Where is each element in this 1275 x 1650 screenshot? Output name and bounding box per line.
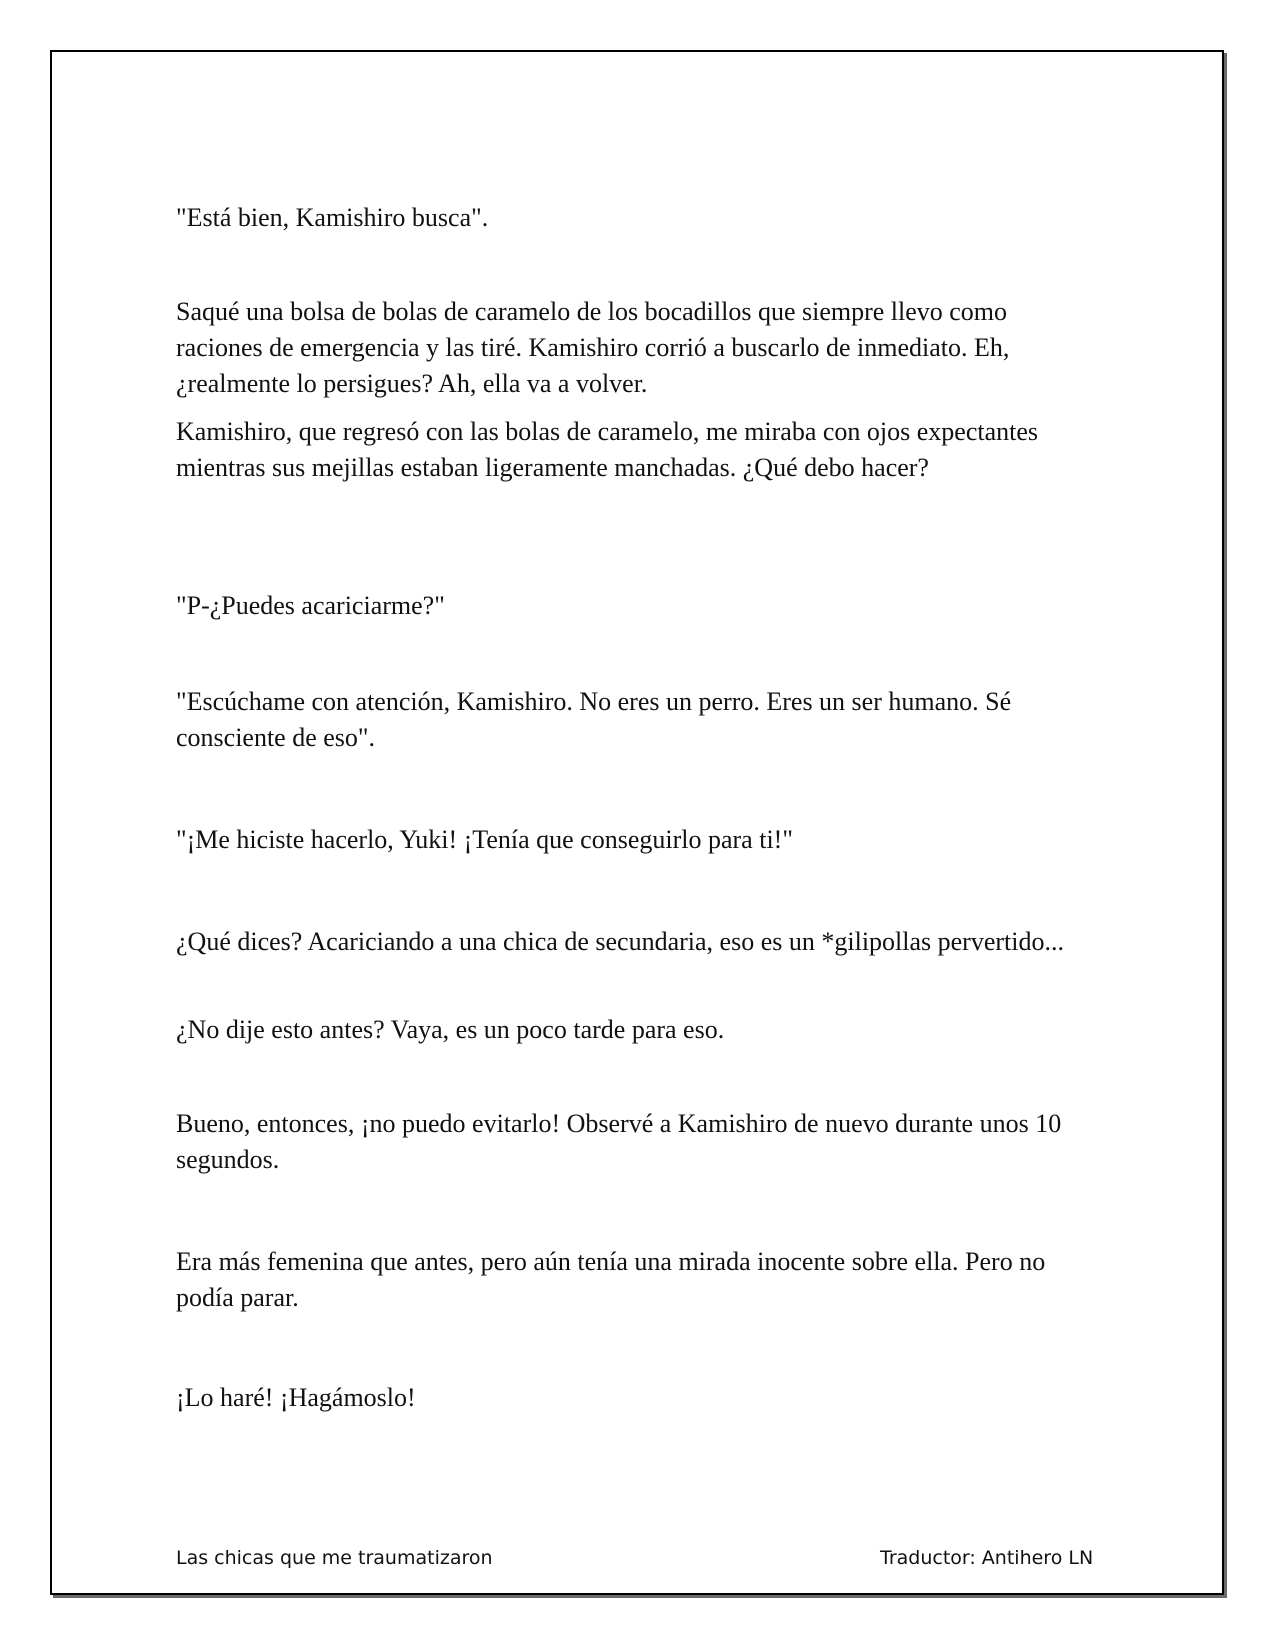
paragraph-11: ¡Lo haré! ¡Hagámoslo! bbox=[176, 1383, 416, 1412]
paragraph-5: "Escúchame con atención, Kamishiro. No eres un perro. Eres un ser humano. Sé consciente de eso". bbox=[176, 687, 1012, 752]
paragraph-4: "P-¿Puedes acariciarme?" bbox=[176, 591, 445, 620]
paragraph-2: Saqué una bolsa de bolas de caramelo de los bocadillos que siempre llevo como raciones de emergencia y las tiré. Kamishiro corrió a buscarlo de inmediato. Eh, ¿realmente lo persigues? Ah, ella va a volver. bbox=[176, 297, 1010, 398]
paragraph-6: "¡Me hiciste hacerlo, Yuki! ¡Tenía que conseguirlo para ti!" bbox=[176, 825, 793, 854]
paragraph-8: ¿No dije esto antes? Vaya, es un poco tarde para eso. bbox=[176, 1015, 725, 1044]
paragraph-10: Era más femenina que antes, pero aún tenía una mirada inocente sobre ella. Pero no podía parar. bbox=[176, 1247, 1046, 1312]
footer-book-title: Las chicas que me traumatizaron bbox=[176, 1547, 493, 1569]
footer-translator: Traductor: Antihero LN bbox=[880, 1547, 1094, 1569]
paragraph-3: Kamishiro, que regresó con las bolas de caramelo, me miraba con ojos expectantes mientras sus mejillas estaban ligeramente manchadas. ¿Qué debo hacer? bbox=[176, 417, 1039, 482]
paragraph-9: Bueno, entonces, ¡no puedo evitarlo! Observé a Kamishiro de nuevo durante unos 10 segundos. bbox=[176, 1109, 1062, 1174]
paragraph-1: "Está bien, Kamishiro busca". bbox=[176, 203, 489, 232]
paragraph-7: ¿Qué dices? Acariciando a una chica de secundaria, eso es un *gilipollas pervertido... bbox=[176, 927, 1064, 956]
